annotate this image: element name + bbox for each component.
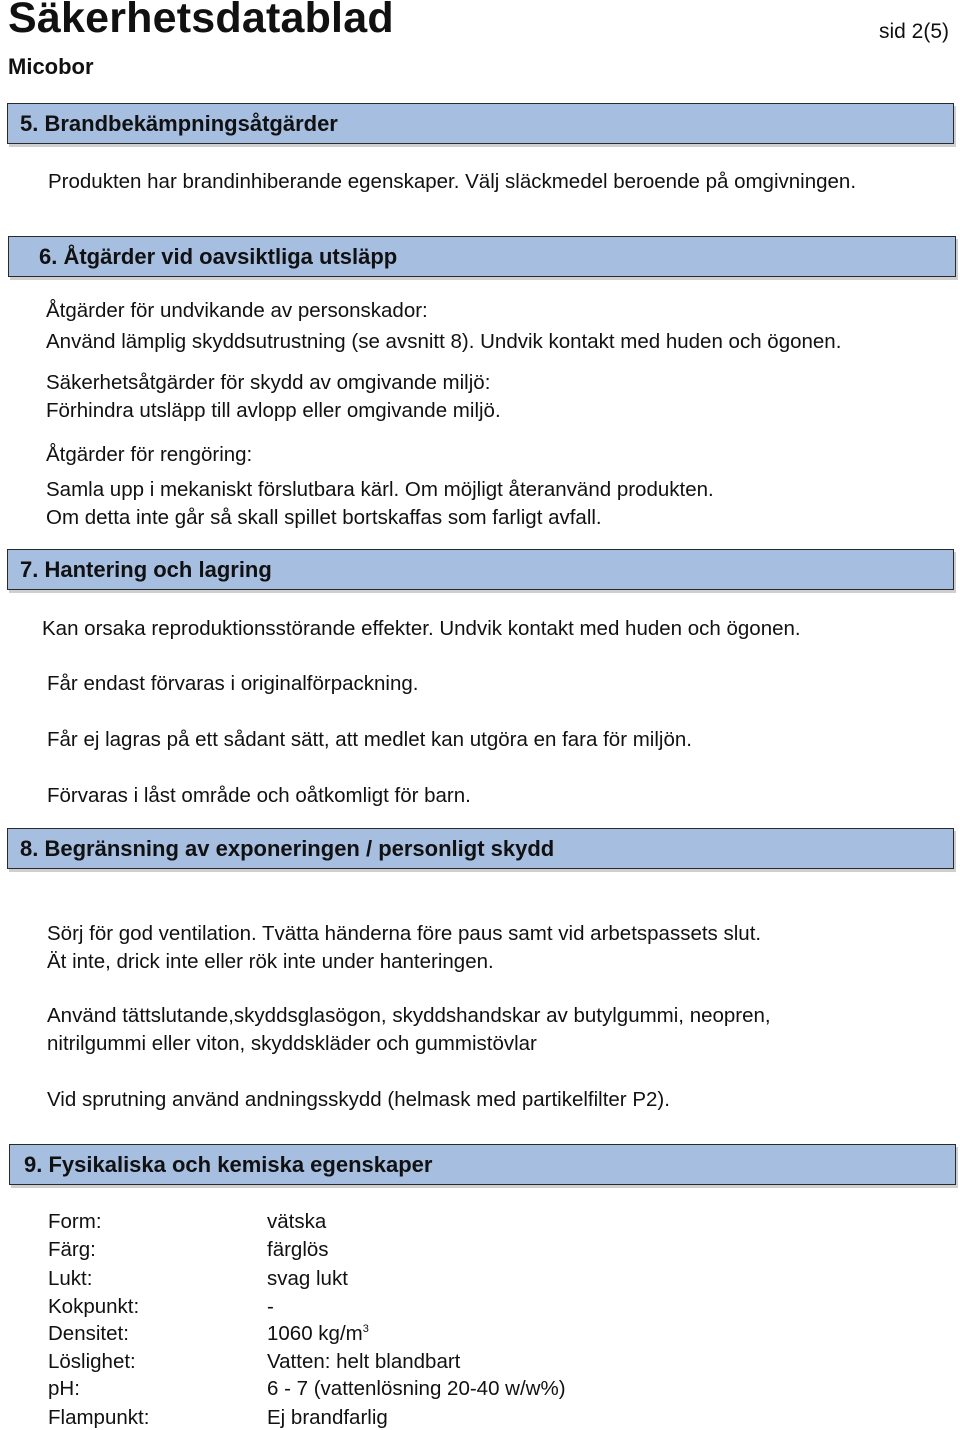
property-label: Lukt: [48, 1267, 93, 1290]
property-value: färglös [267, 1238, 329, 1261]
section-6-line: Samla upp i mekaniskt förslutbara kärl. Om möjligt återanvänd produkten. [46, 478, 714, 501]
section-5-text: Produkten har brandinhiberande egenskaper. Välj släckmedel beroende på omgivningen. [48, 170, 857, 193]
property-label: Löslighet: [48, 1350, 136, 1373]
section-7-line: Förvaras i låst område och oåtkomligt för barn. [47, 784, 471, 807]
page-number: sid 2(5) [879, 20, 950, 43]
property-value: svag lukt [267, 1267, 348, 1290]
section-8-line: Ät inte, drick inte eller rök inte under hanteringen. [47, 950, 494, 973]
section-8-line: Vid sprutning använd andningsskydd (helmask med partikelfilter P2). [47, 1088, 670, 1111]
product-name: Micobor [8, 54, 94, 79]
section-7-line: Får ej lagras på ett sådant sätt, att medlet kan utgöra en fara för miljön. [47, 728, 692, 751]
section-9-heading: 9. Fysikaliska och kemiska egenskaper [24, 1151, 433, 1177]
section-6-line: Åtgärder för rengöring: [46, 443, 253, 466]
section-6-line: Använd lämplig skyddsutrustning (se avsnitt 8). Undvik kontakt med huden och ögonen. [46, 330, 842, 353]
document-title: Säkerhetsdatablad [8, 0, 394, 42]
property-label: Densitet: [48, 1322, 129, 1345]
section-6-heading: 6. Åtgärder vid oavsiktliga utsläpp [39, 243, 398, 269]
section-6-line: Förhindra utsläpp till avlopp eller omgivande miljö. [46, 399, 501, 422]
section-6-line: Åtgärder för undvikande av personskador: [46, 299, 428, 322]
property-value: Ej brandfarlig [267, 1406, 388, 1429]
section-5-heading-bar [7, 103, 954, 144]
section-8-heading: 8. Begränsning av exponeringen / personligt skydd [20, 835, 555, 861]
section-8-line: nitrilgummi eller viton, skyddskläder och gummistövlar [47, 1032, 537, 1055]
property-value: Vatten: helt blandbart [267, 1350, 461, 1373]
property-label: Färg: [48, 1238, 96, 1261]
section-9-heading-bar [9, 1144, 956, 1185]
section-8-line: Sörj för god ventilation. Tvätta händerna före paus samt vid arbetspassets slut. [47, 922, 762, 945]
property-label: Form: [48, 1210, 102, 1233]
section-6-heading-bar [8, 236, 956, 277]
property-value: vätska [267, 1210, 327, 1233]
section-7-heading-bar [7, 549, 954, 590]
section-7-line: Får endast förvaras i originalförpackning. [47, 672, 419, 695]
section-7-heading: 7. Hantering och lagring [20, 556, 272, 582]
section-6-line: Säkerhetsåtgärder för skydd av omgivande miljö: [46, 371, 491, 394]
property-label: pH: [48, 1377, 80, 1400]
density-value: 1060 kg/m [267, 1322, 363, 1345]
property-value: - [267, 1295, 274, 1318]
property-label: Flampunkt: [48, 1406, 150, 1429]
section-8-line: Använd tättslutande,skyddsglasögon, skyddshandskar av butylgummi, neopren, [47, 1004, 771, 1027]
section-8-heading-bar [7, 828, 954, 869]
section-7-line: Kan orsaka reproduktionsstörande effekter. Undvik kontakt med huden och ögonen. [42, 617, 801, 640]
section-5-heading: 5. Brandbekämpningsåtgärder [20, 110, 338, 136]
section-6-line: Om detta inte går så skall spillet bortskaffas som farligt avfall. [46, 506, 602, 529]
density-unit-superscript: 3 [362, 1323, 369, 1336]
property-label: Kokpunkt: [48, 1295, 140, 1318]
property-value: 6 - 7 (vattenlösning 20-40 w/w%) [267, 1377, 566, 1400]
property-value-density [267, 1322, 369, 1346]
